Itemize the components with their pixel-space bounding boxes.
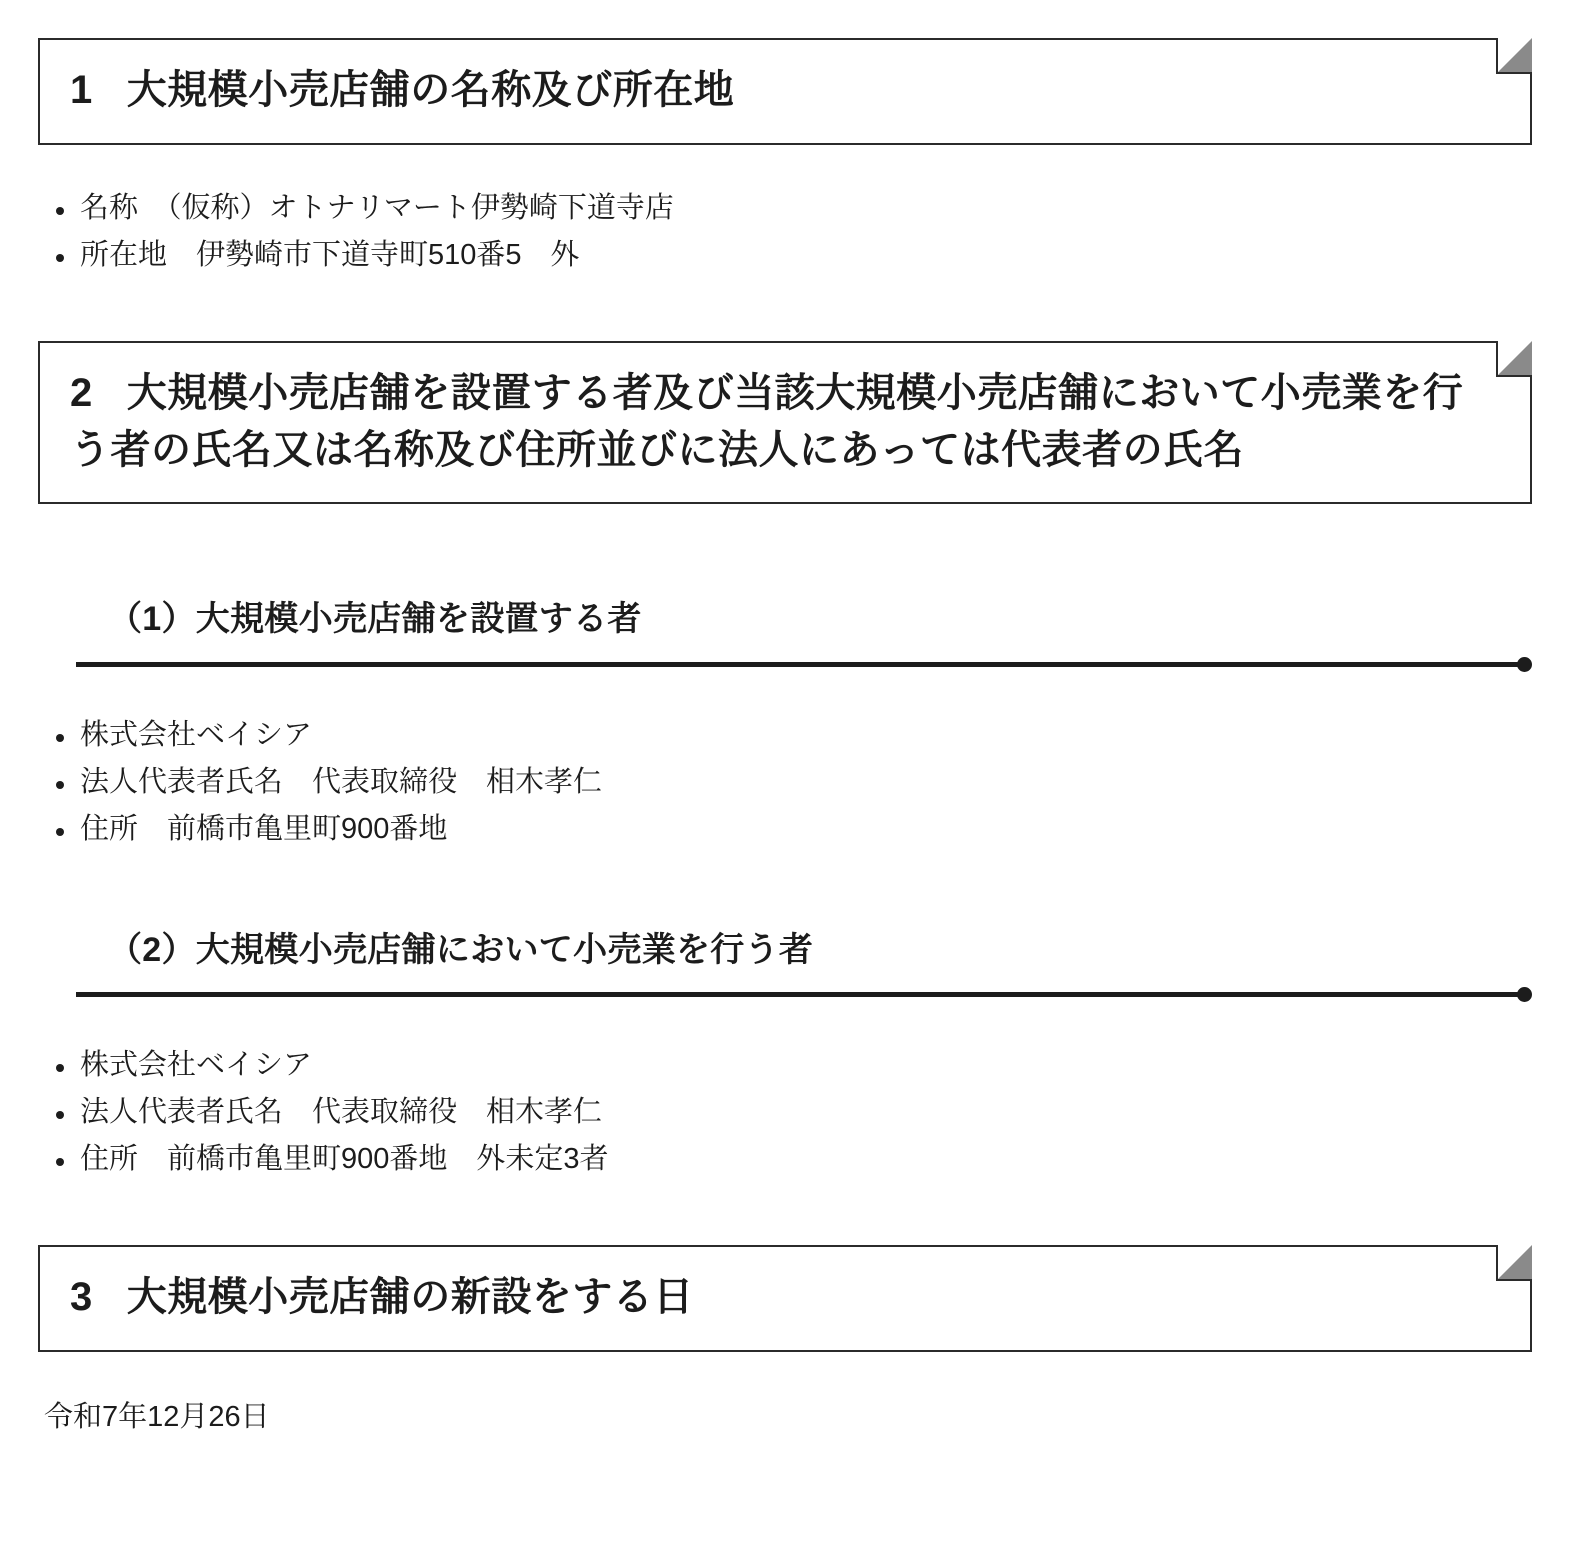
list-item: 所在地 伊勢崎市下道寺町510番5 外: [38, 232, 1532, 279]
section-1-title: [70, 62, 1500, 119]
list-item: 住所 前橋市亀里町900番地 外未定3者: [38, 1136, 1532, 1183]
section-3-title: [70, 1269, 1500, 1326]
section-2-title-text: 大規模小売店舗を設置する者及び当該大規模小売店舗において小売業を行う者の氏名又は名称及び住所並びに法人にあっては代表者の氏名: [70, 370, 1464, 472]
subsection-1-rule: [76, 658, 1532, 672]
section-1-list: [38, 185, 1532, 279]
folded-corner-icon: [1496, 341, 1532, 377]
spacer: [38, 1002, 1532, 1042]
list-item: 法人代表者氏名 代表取締役 相木孝仁: [38, 759, 1532, 806]
subsection-2-label: （2）大規模小売店舗において小売業を行う者: [108, 930, 814, 969]
divider: [76, 992, 1518, 997]
list-item: 住所 前橋市亀里町900番地: [38, 806, 1532, 853]
spacer: [38, 145, 1532, 185]
opening-date: 令和7年12月26日: [44, 1401, 270, 1434]
list-item: 法人代表者氏名 代表取締役 相木孝仁: [38, 1089, 1532, 1136]
spacer: [38, 672, 1532, 712]
section-1-title-text: 大規模小売店舗の名称及び所在地: [126, 68, 735, 112]
spacer: [38, 853, 1532, 927]
section-2-heading-box: [38, 341, 1532, 505]
section-3-title-text: 大規模小売店舗の新設をする日: [126, 1275, 694, 1320]
section-3-number: 3: [70, 1275, 93, 1320]
folded-corner-icon: [1496, 1245, 1532, 1281]
spacer: [38, 504, 1532, 596]
folded-corner-icon: [1496, 38, 1532, 74]
spacer: [38, 279, 1532, 341]
list-item: 株式会社ベイシア: [38, 1042, 1532, 1089]
subsection-2-rule: [76, 988, 1532, 1002]
section-1-number: 1: [70, 68, 93, 112]
subsection-1-label: （1）大規模小売店舗を設置する者: [108, 600, 642, 639]
subsection-2-list: [38, 1042, 1532, 1183]
rule-end-dot-icon: [1517, 657, 1532, 672]
section-2-number: 2: [70, 370, 93, 415]
subsection-1-list: [38, 712, 1532, 853]
subsection-1: [38, 596, 1532, 672]
divider: [76, 662, 1518, 667]
rule-end-dot-icon: [1517, 987, 1532, 1002]
spacer: [38, 1183, 1532, 1245]
list-item: 株式会社ベイシア: [38, 712, 1532, 759]
subsection-2: [38, 927, 1532, 1003]
section-1-heading-box: [38, 38, 1532, 145]
section-2-title: [70, 365, 1500, 479]
section-3-heading-box: [38, 1245, 1532, 1352]
list-item: 名称 （仮称）オトナリマート伊勢崎下道寺店: [38, 185, 1532, 232]
